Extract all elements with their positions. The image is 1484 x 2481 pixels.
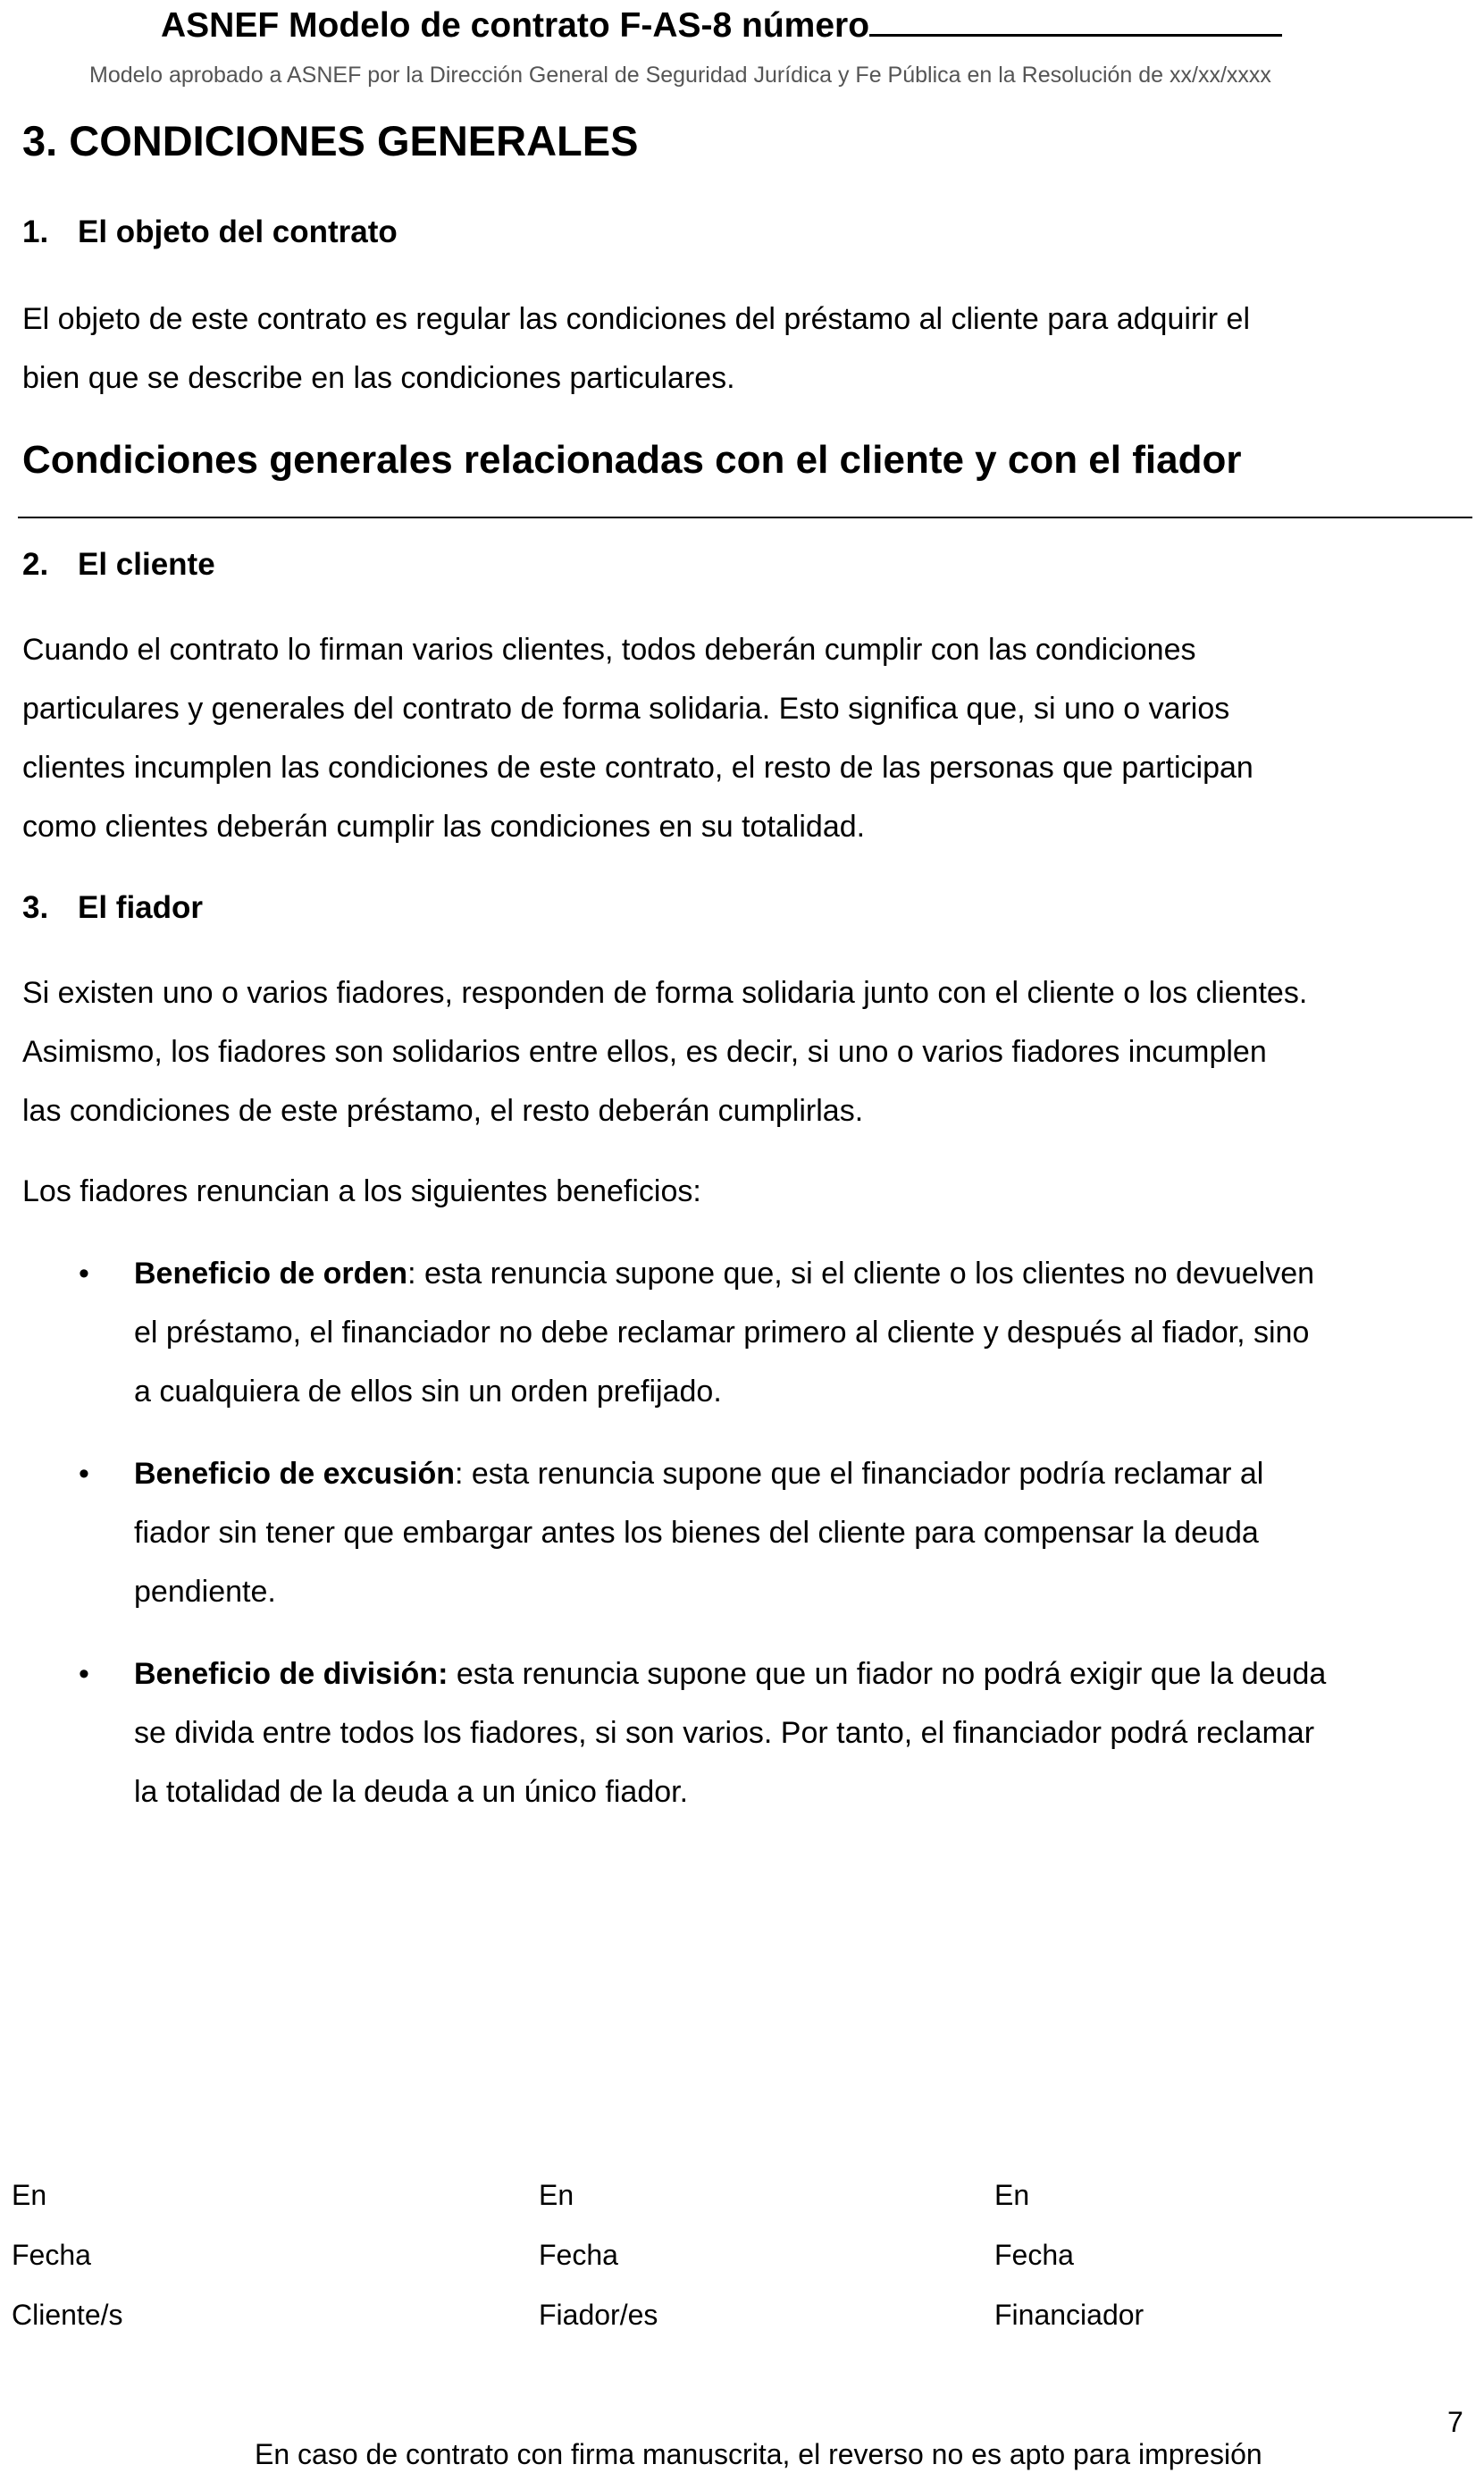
horizontal-rule	[18, 517, 1472, 518]
bullet-item-beneficio-excusion	[134, 1444, 1474, 1621]
paragraph-line: Si existen uno o varios fiadores, responden de forma solidaria junto con el cliente o los clientes.	[22, 976, 1308, 1010]
page-footer: En caso de contrato con firma manuscrita, el reverso no es apto para impresión	[255, 2438, 1262, 2470]
clause-2-title: El cliente	[78, 547, 215, 582]
clause-1-paragraph	[22, 290, 1470, 408]
paragraph-line: como clientes deberán cumplir las condiciones en su totalidad.	[22, 810, 866, 844]
document-header-title	[161, 4, 1282, 46]
signature-client-date: Fecha	[12, 2239, 91, 2271]
signature-client-place: En	[12, 2179, 47, 2211]
clause-2-heading	[22, 547, 215, 583]
clause-1-number: 1.	[22, 214, 49, 249]
paragraph-line: bien que se describe en las condiciones particulares.	[22, 361, 735, 395]
clause-1-heading	[22, 214, 398, 250]
signature-lender-place: En	[994, 2179, 1030, 2211]
paragraph-line: particulares y generales del contrato de forma solidaria. Esto significa que, si uno o varios	[22, 692, 1230, 726]
bullet-text: esta renuncia supone que un fiador no podrá exigir que la deuda	[448, 1657, 1327, 1691]
page-number: 7	[1447, 2406, 1463, 2438]
bullet-line: a cualquiera de ellos sin un orden prefijado.	[134, 1375, 722, 1409]
contract-number-blank	[869, 4, 1282, 37]
clause-3-number: 3.	[22, 890, 49, 925]
bullet-item-beneficio-orden	[134, 1244, 1474, 1421]
paragraph-line: las condiciones de este préstamo, el resto deberán cumplirlas.	[22, 1094, 864, 1128]
bullet-line: pendiente.	[134, 1575, 276, 1609]
paragraph-line: Asimismo, los fiadores son solidarios entre ellos, es decir, si uno o varios fiadores incumplen	[22, 1035, 1267, 1069]
clause-3-paragraph	[22, 963, 1470, 1140]
bullet-line: el préstamo, el financiador no debe reclamar primero al cliente y después al fiador, sino	[134, 1316, 1310, 1350]
clause-3-heading	[22, 890, 203, 926]
paragraph-line: El objeto de este contrato es regular las condiciones del préstamo al cliente para adquirir el	[22, 302, 1251, 336]
subheading: Condiciones generales relacionadas con el cliente y con el fiador	[22, 438, 1242, 482]
header-title-text: ASNEF Modelo de contrato F-AS-8 número	[161, 6, 870, 45]
bullet-line: la totalidad de la deuda a un único fiador.	[134, 1775, 689, 1809]
paragraph-line: clientes incumplen las condiciones de este contrato, el resto de las personas que participan	[22, 751, 1253, 785]
signature-client-party: Cliente/s	[12, 2299, 123, 2331]
clause-2-number: 2.	[22, 547, 49, 582]
signature-guarantor-date: Fecha	[539, 2239, 618, 2271]
section-title: 3. CONDICIONES GENERALES	[22, 117, 639, 164]
clause-1-title: El objeto del contrato	[78, 214, 398, 249]
bullet-text: : esta renuncia supone que, si el cliente o los clientes no devuelven	[407, 1257, 1315, 1291]
paragraph-line: Cuando el contrato lo firman varios clientes, todos deberán cumplir con las condiciones	[22, 633, 1196, 667]
signature-lender-date: Fecha	[994, 2239, 1074, 2271]
signature-guarantor-party: Fiador/es	[539, 2299, 658, 2331]
bullet-item-beneficio-division	[134, 1644, 1474, 1821]
signature-guarantor-place: En	[539, 2179, 574, 2211]
bullet-term: Beneficio de excusión	[134, 1457, 455, 1491]
bullet-term: Beneficio de división:	[134, 1657, 449, 1691]
clause-2-paragraph	[22, 620, 1470, 856]
bullet-term: Beneficio de orden	[134, 1257, 408, 1291]
bullet-text: : esta renuncia supone que el financiador podría reclamar al	[455, 1457, 1264, 1491]
bullet-line: se divida entre todos los fiadores, si son varios. Por tanto, el financiador podrá reclamar	[134, 1716, 1315, 1750]
bullet-line: fiador sin tener que embargar antes los bienes del cliente para compensar la deuda	[134, 1516, 1259, 1550]
paragraph-line: Los fiadores renuncian a los siguientes beneficios:	[22, 1174, 701, 1208]
bullet-icon: •	[79, 1657, 89, 1691]
clause-3-intro	[22, 1162, 1470, 1221]
document-header-subtitle: Modelo aprobado a ASNEF por la Dirección General de Seguridad Jurídica y Fe Pública en la Resolución de xx/xx/xxxx	[89, 63, 1271, 88]
bullet-icon: •	[79, 1457, 89, 1491]
bullet-icon: •	[79, 1257, 89, 1291]
clause-3-title: El fiador	[78, 890, 204, 925]
signature-lender-party: Financiador	[994, 2299, 1144, 2331]
